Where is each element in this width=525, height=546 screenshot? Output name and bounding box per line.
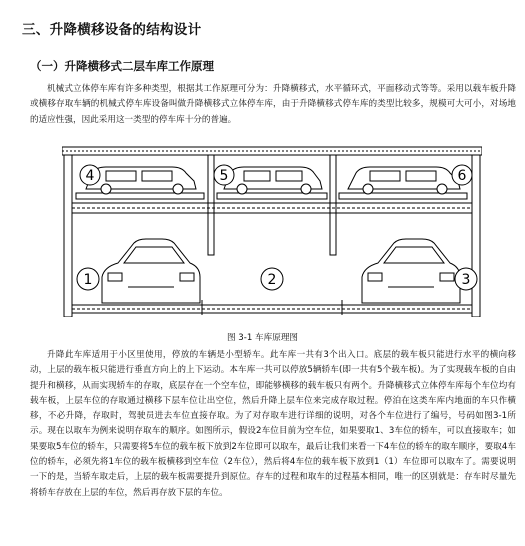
car-slot-5 <box>224 167 322 194</box>
slot-label-2: 2 <box>267 272 277 288</box>
pallet-4 <box>76 193 204 199</box>
post-left <box>64 155 72 317</box>
garage-diagram <box>62 145 482 317</box>
slot-label-1: 1 <box>83 272 93 288</box>
slot-label-4: 4 <box>85 168 95 184</box>
post-mid-2 <box>330 155 336 255</box>
slot-label-6: 6 <box>457 168 467 184</box>
car-slot-1 <box>102 239 200 303</box>
slot-label-5: 5 <box>219 168 229 184</box>
paragraph-intro: 机械式立体停车库有许多种类型，根据其工作原理可分为：升降横移式，水平循环式，平面移动式等等。采用以载车板升降或横移存取车辆的机械式停车库设备叫做升降横移式立体停车库，由于升降横移式停车库的类型比较多，规模可大可小，对场地的适应性强，因此采用这一类型的停车库十分的普遍。 <box>30 84 516 125</box>
car-slot-4 <box>86 167 196 194</box>
pallet-5 <box>217 193 327 199</box>
paragraph-description: 升降此车库适用于小区里使用，停放的车辆是小型轿车。此车库一共有3个出入口。底层的载车板只能进行水平的横向移动，上层的载车板只能进行垂直方向上的上下运动。本车库一共可以停放5辆轿车(即一共有5个载车板)。为了实现载车板的自由提升和横移，从而实现轿车的存取，底层存在一个空车位，即能够横移的载车板只有两个。升降横移式立体停车库每个车位均有载车板，上层车位的存取通过横移下层车位让出空位，然后升降上层车位来完成存取过程。停泊在这类车库内地面的车只作横移，不必升降，存取时，驾驶员进去车位直接存取。为了对存取车进行详细的说明，对各个车位进行了编号，号码如图3-1所示。现在以取车为例来说明存取车的顺序。如图所示，假设2车位目前为空车位，如果要取1、3车位的轿车，可以直接取车；如果要取5车位的轿车，只需要将5车位的载车板下放到2车位即可以取车，最后让我们来看一下4车位的轿车的取车顺序，要取4车位的轿车，必须先将1车位的载车板横移到空车位（2车位），然后将4车位的载车板下放到1（1）车位即可以取车了。需要说明一下的是，当轿车取走后，上层的载车板需要提升到原位。存车的过程和取车的过程基本相同，唯一的区别就是：存车时尽量先将轿车存放在上层的车位，然后再存放下层的车位。 <box>30 350 516 498</box>
section-title: 三、升降横移设备的结构设计 <box>22 22 202 38</box>
post-mid-1 <box>208 155 214 255</box>
subsection-title: （一）升降横移式二层车库工作原理 <box>30 59 214 73</box>
pallet-6 <box>339 193 467 199</box>
slot-label-3: 3 <box>461 272 471 288</box>
post-right <box>472 155 480 317</box>
car-slot-6 <box>348 167 460 194</box>
car-slot-3 <box>362 239 460 303</box>
figure-caption: 图 3-1 车库原理图 <box>226 333 299 343</box>
